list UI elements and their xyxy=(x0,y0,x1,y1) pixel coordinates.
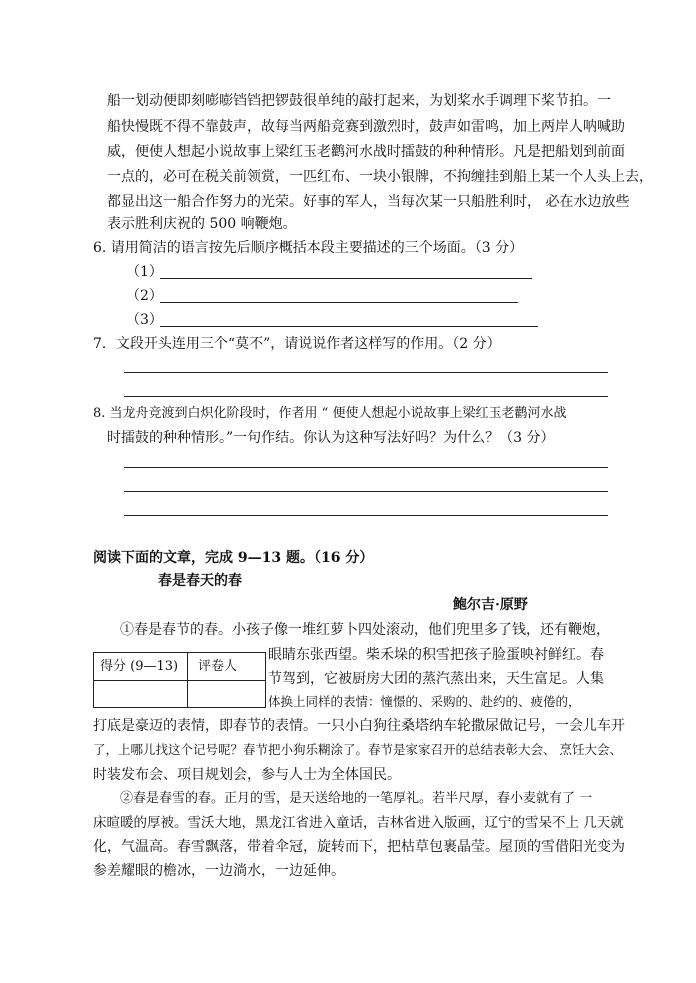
paragraph-line: ①春是春节的春。小孩子像一堆红萝卜四处滚动，他们兜里多了钱，还有鞭炮， xyxy=(120,622,610,638)
grader-label: 评卷人 xyxy=(198,659,238,674)
paragraph-line: ②春是春雪的春。正月的雪，是天送给地的一笔厚礼。若半尺厚，春小麦就有了 一 xyxy=(120,791,593,806)
answer-line[interactable] xyxy=(124,372,608,373)
answer-line[interactable] xyxy=(124,515,608,516)
answer-line-1[interactable] xyxy=(160,278,532,279)
blank-label-2: （2） xyxy=(126,288,163,304)
article-title: 春是春天的春 xyxy=(158,573,242,589)
article-author: 鲍尔吉·原野 xyxy=(453,597,528,613)
paragraph-line: 了，上哪儿找这个记号呢？春节把小狗乐糊涂了。春节是家家召开的总结表彰大会、 烹饪大会、 xyxy=(93,742,622,757)
answer-line-3[interactable] xyxy=(160,326,538,327)
paragraph-line: 体换上同样的表情：憧憬的、采购的、赴约的、疲倦的， xyxy=(268,694,581,709)
score-label: 得分 (9—13) xyxy=(100,659,179,674)
answer-line[interactable] xyxy=(124,396,608,397)
paragraph-line: 参差耀眼的檐冰，一边淌水，一边延伸。 xyxy=(93,863,345,879)
passage-line: 船一划动便即刻嘭嘭铛铛把锣鼓很单纯的敲打起来，为划桨水手调理下桨节拍。一 xyxy=(107,93,611,109)
answer-line[interactable] xyxy=(124,491,608,492)
paragraph-line: 床暄暖的厚被。雪沃大地，黑龙江省进入童话，吉林省进入版画，辽宁的雪呆不上 几天就 xyxy=(93,815,624,831)
paragraph-line: 时装发布会、项目规划会，参与人士为全体国民。 xyxy=(93,767,401,783)
passage-line: 都显出这一船合作努力的光荣。好事的军人，当每次某一只船胜利时， 必在水边放些 xyxy=(107,194,630,210)
blank-label-3: （3） xyxy=(126,312,163,328)
question-7: 7．文段开头连用三个“莫不”，请说说作者这样写的作用。（2 分） xyxy=(93,336,501,352)
paragraph-line: 节驾到，它被厨房大团的蒸汽蒸出来，天生富足。人集 xyxy=(268,671,604,687)
answer-line[interactable] xyxy=(124,467,608,468)
question-6: 6. 请用简洁的语言按先后顺序概括本段主要描述的三个场面。（3 分） xyxy=(93,240,524,256)
blank-label-1: （1） xyxy=(126,264,163,280)
passage-line: 威，便使人想起小说故事上梁红玉老鹳河水战时擂鼓的种种情形。凡是把船划到前面 xyxy=(107,144,625,160)
passage-line: 一点的，必可在税关前领赏，一匹红布、一块小银牌，不拘缠挂到船上某一个人头上去， xyxy=(107,169,653,185)
question-8-line-1: 8. 当龙舟竞渡到白炽化阶段时，作者用 “ 便使人想起小说故事上梁红玉老鹳河水战 xyxy=(93,406,567,421)
score-table xyxy=(93,652,266,708)
paragraph-line: 眼睛东张西望。柴禾垛的积雪把孩子脸蛋映衬鲜红。春 xyxy=(268,647,604,663)
section-instruction: 阅读下面的文章，完成 9—13 题。（16 分） xyxy=(93,550,374,566)
answer-line-2[interactable] xyxy=(160,302,518,303)
question-8-line-2: 时擂鼓的种种情形。”一句作结。你认为这种写法好吗？为什么？（3 分） xyxy=(107,430,555,446)
passage-line: 表示胜利庆祝的 500 响鞭炮。 xyxy=(107,216,297,232)
passage-line: 船快慢既不得不靠鼓声，故每当两船竞赛到激烈时，鼓声如雷鸣，加上两岸人呐喊助 xyxy=(107,119,625,135)
paragraph-line: 打底是豪迈的表情，即春节的表情。一只小白狗往桑塔纳车轮撒尿做记号，一会儿车开 xyxy=(93,718,625,734)
paragraph-line: 化，气温高。春雪飘落，带着伞冠，旋转而下，把枯草包裹晶莹。屋顶的雪借阳光变为 xyxy=(93,839,625,855)
